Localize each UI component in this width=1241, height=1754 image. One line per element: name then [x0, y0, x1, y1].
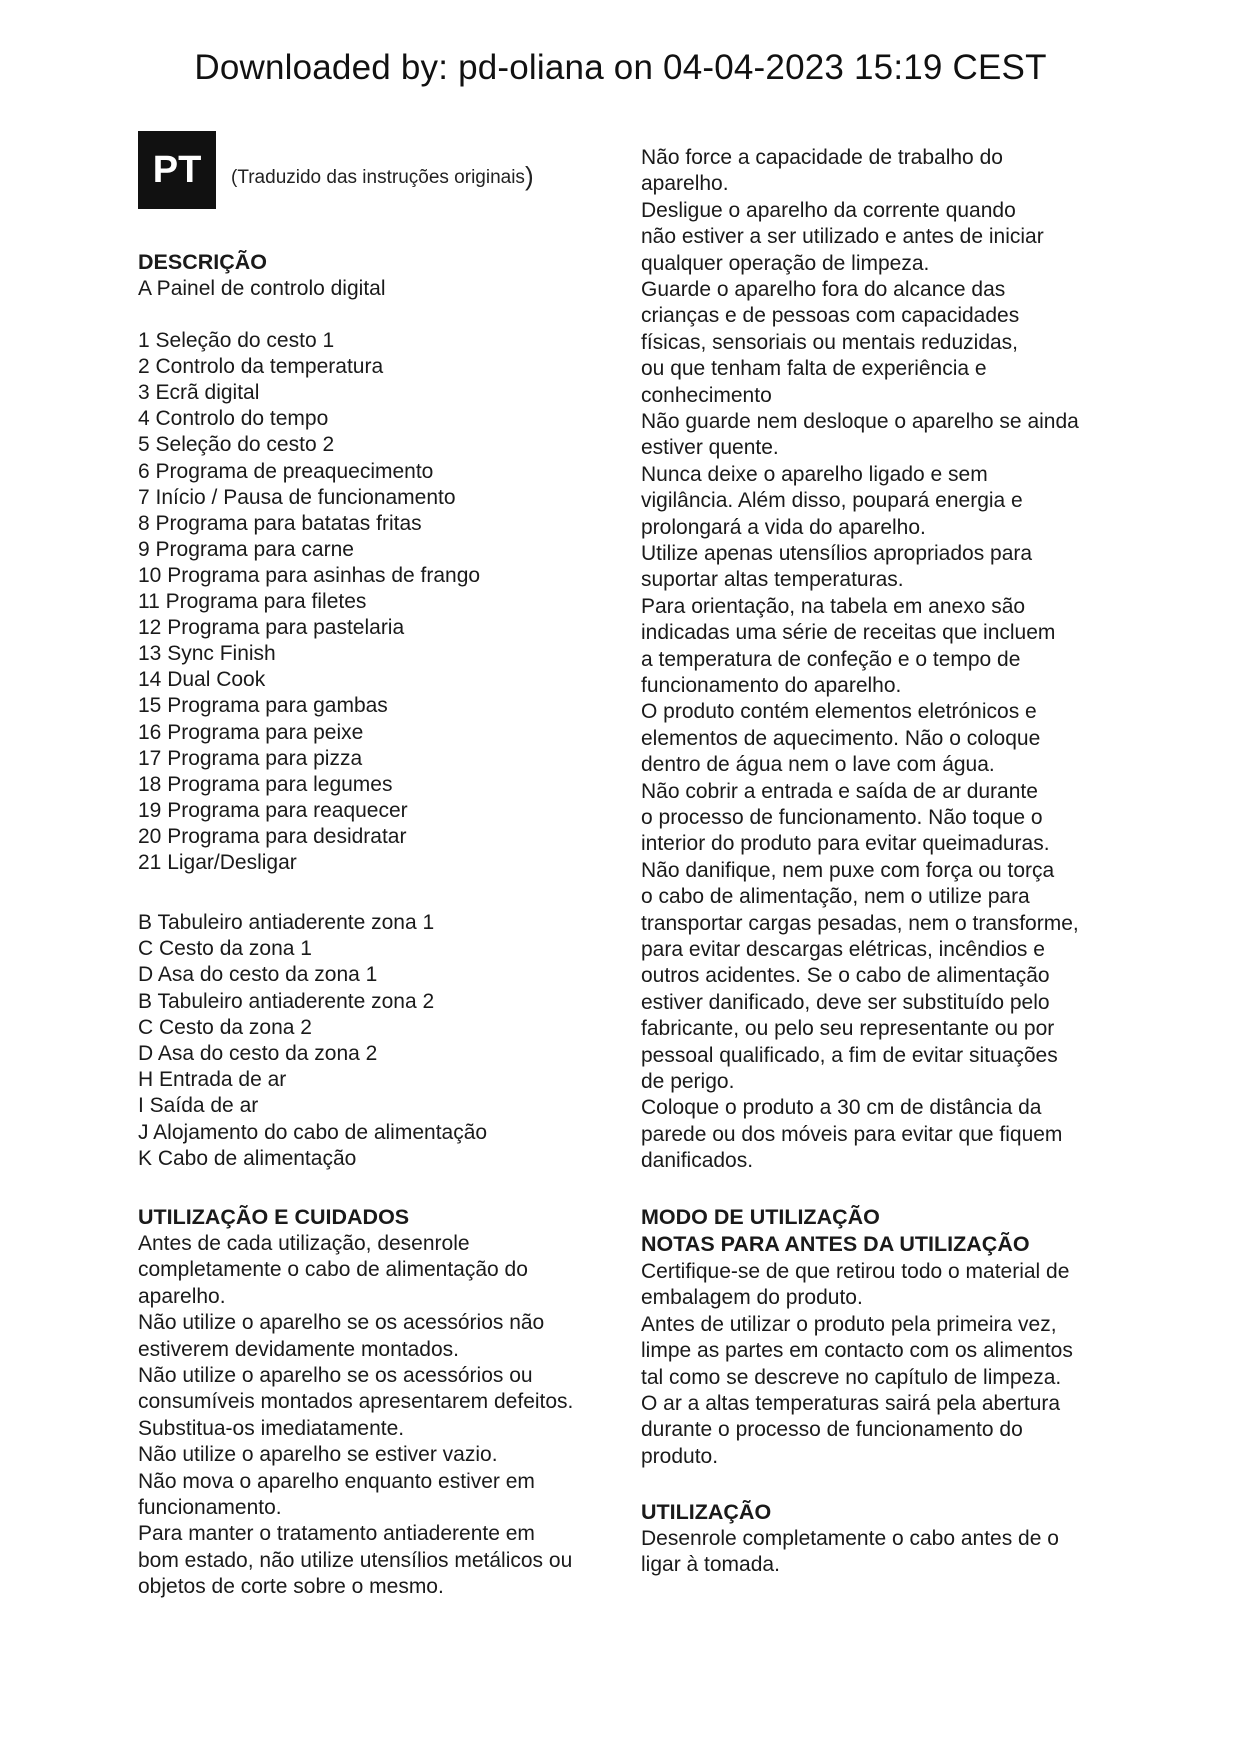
control-item: 20 Programa para desidratar	[138, 824, 407, 848]
text-line: pessoal qualificado, a fim de evitar situações	[641, 1043, 1058, 1067]
text-line: tal como se descreve no capítulo de limpeza.	[641, 1365, 1062, 1389]
part-item: J Alojamento do cabo de alimentação	[138, 1120, 488, 1144]
control-item: 17 Programa para pizza	[138, 746, 363, 770]
section-title-notas: NOTAS PARA ANTES DA UTILIZAÇÃO	[641, 1232, 1030, 1256]
text-line: vigilância. Além disso, poupará energia e	[641, 489, 1023, 513]
text-line: Substitua-os imediatamente.	[138, 1416, 405, 1440]
text-line: qualquer operação de limpeza.	[641, 251, 930, 275]
control-item: 2 Controlo da temperatura	[138, 355, 384, 379]
text-line: aparelho.	[641, 172, 729, 196]
text-line: funcionamento do aparelho.	[641, 674, 902, 697]
text-line: estiver quente.	[641, 436, 779, 460]
text-line: o cabo de alimentação, nem o utilize para	[641, 885, 1030, 909]
control-item: 19 Programa para reaquecer	[138, 798, 408, 822]
text-line: O produto contém elementos eletrónicos e	[641, 700, 1037, 724]
part-item: B Tabuleiro antiaderente zona 2	[138, 989, 435, 1013]
translation-note	[231, 161, 534, 192]
text-line: completamente o cabo de alimentação do	[138, 1258, 528, 1282]
text-line: prolongará a vida do aparelho.	[641, 515, 926, 539]
text-line: bom estado, não utilize utensílios metálicos ou	[138, 1548, 573, 1572]
part-item: D Asa do cesto da zona 1	[138, 963, 378, 987]
text-line: produto.	[641, 1444, 719, 1468]
control-item: 7 Início / Pausa de funcionamento	[138, 485, 456, 509]
control-item: 9 Programa para carne	[138, 537, 354, 561]
text-line: para evitar descargas elétricas, incêndios e	[641, 938, 1045, 961]
control-item: 1 Seleção do cesto 1	[138, 329, 335, 352]
section-title-descricao: DESCRIÇÃO	[138, 250, 268, 274]
text-line: Coloque o produto a 30 cm de distância da	[641, 1096, 1042, 1120]
text-line: Guarde o aparelho fora do alcance das	[641, 278, 1006, 301]
text-line: Desligue o aparelho da corrente quando	[641, 198, 1016, 222]
text-line: Utilize apenas utensílios apropriados para	[641, 542, 1033, 565]
part-item: D Asa do cesto da zona 2	[138, 1042, 378, 1065]
part-item: H Entrada de ar	[138, 1068, 287, 1092]
section-title-use-care: UTILIZAÇÃO E CUIDADOS	[138, 1205, 410, 1229]
text-line: Desenrole completamente o cabo antes de o	[641, 1527, 1059, 1550]
control-item: 5 Seleção do cesto 2	[138, 433, 335, 457]
text-line: O ar a altas temperaturas sairá pela abertura	[641, 1392, 1061, 1415]
text-line: Para orientação, na tabela em anexo são	[641, 594, 1026, 618]
text-line: ligar à tomada.	[641, 1553, 780, 1577]
text-line: dentro de água nem o lave com água.	[641, 753, 995, 777]
text-line: Para manter o tratamento antiaderente em	[138, 1522, 535, 1546]
text-line: elementos de aquecimento. Não o coloque	[641, 726, 1041, 750]
panel-label: A Painel de controlo digital	[138, 277, 386, 300]
text-line: fabricante, ou pelo seu representante ou por	[641, 1017, 1055, 1041]
text-line: Antes de utilizar o produto pela primeira vez,	[641, 1312, 1057, 1336]
text-line: outros acidentes. Se o cabo de alimentação	[641, 964, 1050, 988]
part-item: I Saída de ar	[138, 1094, 259, 1118]
part-item: K Cabo de alimentação	[138, 1146, 357, 1170]
text-line: Não utilize o aparelho se os acessórios ou	[138, 1364, 533, 1387]
section-title-utilizacao: UTILIZAÇÃO	[641, 1500, 772, 1524]
text-line: ou que tenham falta de experiência e	[641, 357, 987, 381]
text-line: Não guarde nem desloque o aparelho se ainda	[641, 410, 1079, 433]
control-item: 15 Programa para gambas	[138, 694, 388, 718]
section-title-modo: MODO DE UTILIZAÇÃO	[641, 1205, 880, 1229]
part-item: C Cesto da zona 2	[138, 1015, 312, 1039]
download-banner: Downloaded by: pd-oliana on 04-04-2023 15:19 CEST	[194, 48, 1047, 87]
control-item: 4 Controlo do tempo	[138, 407, 329, 431]
text-line: durante o processo de funcionamento do	[641, 1418, 1023, 1442]
text-line: danificados.	[641, 1149, 754, 1173]
control-item: 6 Programa de preaquecimento	[138, 459, 434, 483]
text-line: Não cobrir a entrada e saída de ar durante	[641, 779, 1038, 803]
text-line: embalagem do produto.	[641, 1286, 863, 1310]
text-line: suportar altas temperaturas.	[641, 568, 904, 592]
text-line: o processo de funcionamento. Não toque o	[641, 806, 1043, 829]
text-line: estiverem devidamente montados.	[138, 1337, 459, 1361]
text-line: Certifique-se de que retirou todo o material de	[641, 1260, 1070, 1283]
text-line: interior do produto para evitar queimaduras.	[641, 832, 1050, 856]
text-line: parede ou dos móveis para evitar que fiquem	[641, 1122, 1063, 1146]
text-line: indicadas uma série de receitas que incluem	[641, 621, 1056, 645]
text-line: funcionamento.	[138, 1496, 282, 1519]
translation-note-paren: )	[524, 161, 534, 191]
text-line: Não danifique, nem puxe com força ou torça	[641, 858, 1055, 882]
control-item: 12 Programa para pastelaria	[138, 616, 405, 640]
text-line: crianças e de pessoas com capacidades	[641, 304, 1020, 328]
control-item: 21 Ligar/Desligar	[138, 851, 297, 874]
language-badge: PT	[138, 131, 216, 209]
control-item: 8 Programa para batatas fritas	[138, 511, 422, 535]
text-line: transportar cargas pesadas, nem o transforme,	[641, 911, 1079, 935]
text-line: de perigo.	[641, 1070, 735, 1093]
text-line: estiver danificado, deve ser substituído pelo	[641, 990, 1050, 1014]
control-item: 18 Programa para legumes	[138, 772, 393, 796]
text-line: limpe as partes em contacto com os alimentos	[641, 1339, 1073, 1363]
text-line: Não utilize o aparelho se os acessórios não	[138, 1311, 545, 1335]
translation-note-text: (Traduzido das instruções originais	[231, 167, 525, 188]
text-line: físicas, sensoriais ou mentais reduzidas,	[641, 330, 1019, 354]
text-line: Não utilize o aparelho se estiver vazio.	[138, 1443, 498, 1467]
text-line: objetos de corte sobre o mesmo.	[138, 1575, 444, 1599]
text-line: consumíveis montados apresentarem defeitos.	[138, 1390, 574, 1414]
text-line: conhecimento	[641, 383, 772, 407]
control-item: 16 Programa para peixe	[138, 720, 364, 744]
control-item: 11 Programa para filetes	[138, 590, 367, 613]
text-line: aparelho.	[138, 1284, 226, 1308]
control-item: 10 Programa para asinhas de frango	[138, 563, 481, 587]
control-item: 14 Dual Cook	[138, 668, 266, 692]
part-item: C Cesto da zona 1	[138, 937, 312, 961]
part-item: B Tabuleiro antiaderente zona 1	[138, 911, 435, 934]
text-line: Antes de cada utilização, desenrole	[138, 1232, 470, 1255]
text-line: Não mova o aparelho enquanto estiver em	[138, 1469, 535, 1493]
text-line: Não force a capacidade de trabalho do	[641, 146, 1003, 169]
text-line: Nunca deixe o aparelho ligado e sem	[641, 462, 988, 486]
text-line: não estiver a ser utilizado e antes de iniciar	[641, 225, 1044, 249]
text-line: a temperatura de confeção e o tempo de	[641, 647, 1021, 671]
control-item: 3 Ecrã digital	[138, 381, 260, 405]
control-item: 13 Sync Finish	[138, 642, 276, 666]
